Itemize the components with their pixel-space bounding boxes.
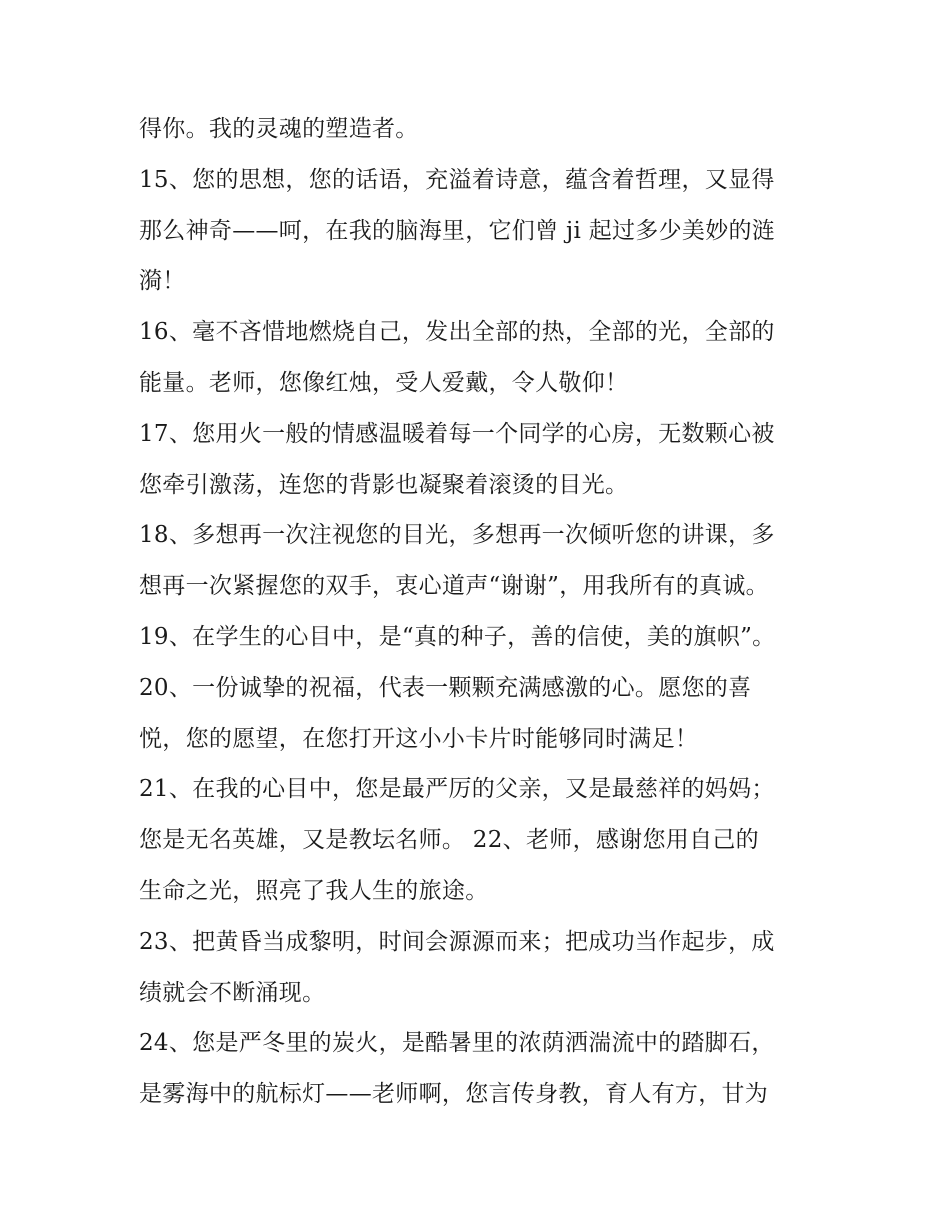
text-line: 您是无名英雄，又是教坛名师。 22、老师，感谢您用自己的 <box>139 827 759 854</box>
text-line: 能量。老师，您像红烛，受人爱戴，令人敬仰！ <box>139 369 629 396</box>
text-line: 得你。我的灵魂的塑造者。 <box>139 116 419 142</box>
text-line: 19、在学生的心目中，是“真的种子，善的信使，美的旗帜”。 <box>139 623 776 650</box>
text-line: 漪！ <box>139 268 186 295</box>
text-line: 20、一份诚挚的祝福，代表一颗颗充满感激的心。愿您的喜 <box>139 674 752 701</box>
text-line: 想再一次紧握您的双手，衷心道声“谢谢”，用我所有的真诚。 <box>139 573 769 600</box>
text-line: 您牵引激荡，连您的背影也凝聚着滚烫的目光。 <box>139 471 629 498</box>
text-line: 23、把黄昏当成黎明，时间会源源而来；把成功当作起步，成 <box>139 928 775 955</box>
text-line: 24、您是严冬里的炭火，是酷暑里的浓荫洒湍流中的踏脚石， <box>139 1030 775 1057</box>
text-line: 18、多想再一次注视您的目光，多想再一次倾听您的讲课，多 <box>139 522 775 549</box>
document-body <box>139 104 819 1120</box>
text-line: 生命之光，照亮了我人生的旅途。 <box>139 877 489 904</box>
text-line: 17、您用火一般的情感温暖着每一个同学的心房，无数颗心被 <box>139 420 775 447</box>
text-line: 是雾海中的航标灯——老师啊，您言传身教，育人有方，甘为 <box>139 1081 769 1108</box>
text-line: 悦，您的愿望，在您打开这小小卡片时能够同时满足！ <box>139 725 699 752</box>
text-line: 16、毫不吝惜地燃烧自己，发出全部的热，全部的光，全部的 <box>139 319 775 346</box>
text-line: 15、您的思想，您的话语，充溢着诗意，蕴含着哲理，又显得 <box>139 166 775 193</box>
text-line: 绩就会不断涌现。 <box>139 979 326 1006</box>
text-line: 21、在我的心目中，您是最严厉的父亲，又是最慈祥的妈妈； <box>139 776 775 803</box>
text-line: 那么神奇——呵，在我的脑海里，它们曾 ji 起过多少美妙的涟 <box>139 217 776 244</box>
